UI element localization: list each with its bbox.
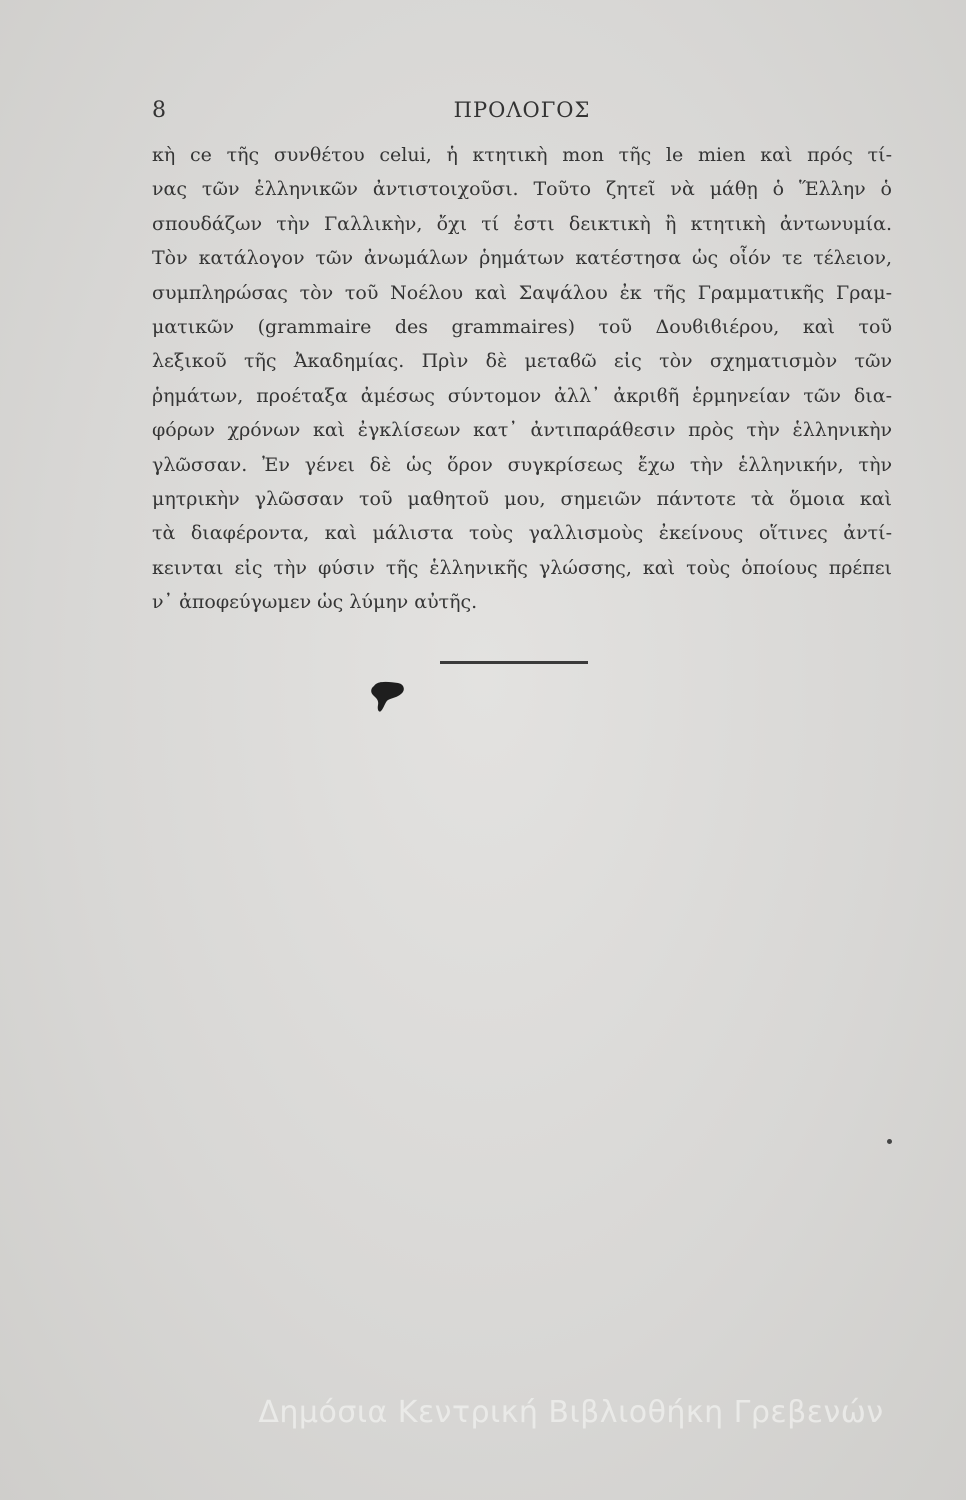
text-line: ῥημάτων, προέταξα ἀμέσως σύντομον ἀλλ᾽ ἀκριϐῆ ἑρμηνείαν τῶν δια- <box>152 384 892 407</box>
text-line: σπουδάζων τὴν Γαλλικὴν, ὄχι τί ἐστι δεικτικὴ ἢ κτητικὴ ἀντωνυμία. <box>152 212 892 235</box>
text-line: τὰ διαφέροντα, καὶ μάλιστα τοὺς γαλλισμοὺς ἐκείνους οἵτινες ἀντί- <box>152 522 892 545</box>
body-paragraph <box>152 138 892 619</box>
text-line: ν᾽ ἀποφεύγωμεν ὡς λύμην αὐτῆς. <box>152 591 478 614</box>
library-watermark: Δημόσια Κεντρική Βιβλιοθήκη Γρεβενών <box>258 1395 884 1430</box>
section-divider <box>440 661 588 664</box>
text-line: νας τῶν ἑλληνικῶν ἀντιστοιχοῦσι. Τοῦτο ζητεῖ νὰ μάθῃ ὁ Ἕλλην ὁ <box>152 178 892 201</box>
text-line: Τὸν κατάλογον τῶν ἀνωμάλων ῥημάτων κατέστησα ὡς οἷόν τε τέλειον, <box>152 247 892 270</box>
running-title: ΠΡΟΛΟΓΟΣ <box>453 98 591 122</box>
text-line: ματικῶν (grammaire des grammaires) τοῦ Δουϐιϐιέρου, καὶ τοῦ <box>152 315 892 338</box>
speck <box>887 1139 892 1144</box>
text-line: κεινται εἰς τὴν φύσιν τῆς ἑλληνικῆς γλώσσης, καὶ τοὺς ὁποίους πρέπει <box>152 556 892 579</box>
ink-blot-icon <box>368 678 408 714</box>
text-line: μητρικὴν γλῶσσαν τοῦ μαθητοῦ μου, σημειῶν πάντοτε τὰ ὅμοια καὶ <box>152 487 892 510</box>
page-number: 8 <box>152 98 166 123</box>
text-line: λεξικοῦ τῆς Ἀκαδημίας. Πρὶν δὲ μεταϐῶ εἰς τὸν σχηματισμὸν τῶν <box>152 350 892 373</box>
page-header <box>152 98 892 128</box>
text-line: φόρων χρόνων καὶ ἐγκλίσεων κατ᾽ ἀντιπαράθεσιν πρὸς τὴν ἑλληνικὴν <box>152 419 892 442</box>
text-line: συμπληρώσας τὸν τοῦ Νοέλου καὶ Σαψάλου ἐκ τῆς Γραμματικῆς Γραμ- <box>152 281 892 304</box>
text-line: κὴ ce τῆς συνθέτου celui, ἡ κτητικὴ mon τῆς le mien καὶ πρός τί- <box>152 144 892 166</box>
text-line: γλῶσσαν. Ἐν γένει δὲ ὡς ὅρον συγκρίσεως ἔχω τὴν ἑλληνικήν, τὴν <box>152 453 892 476</box>
